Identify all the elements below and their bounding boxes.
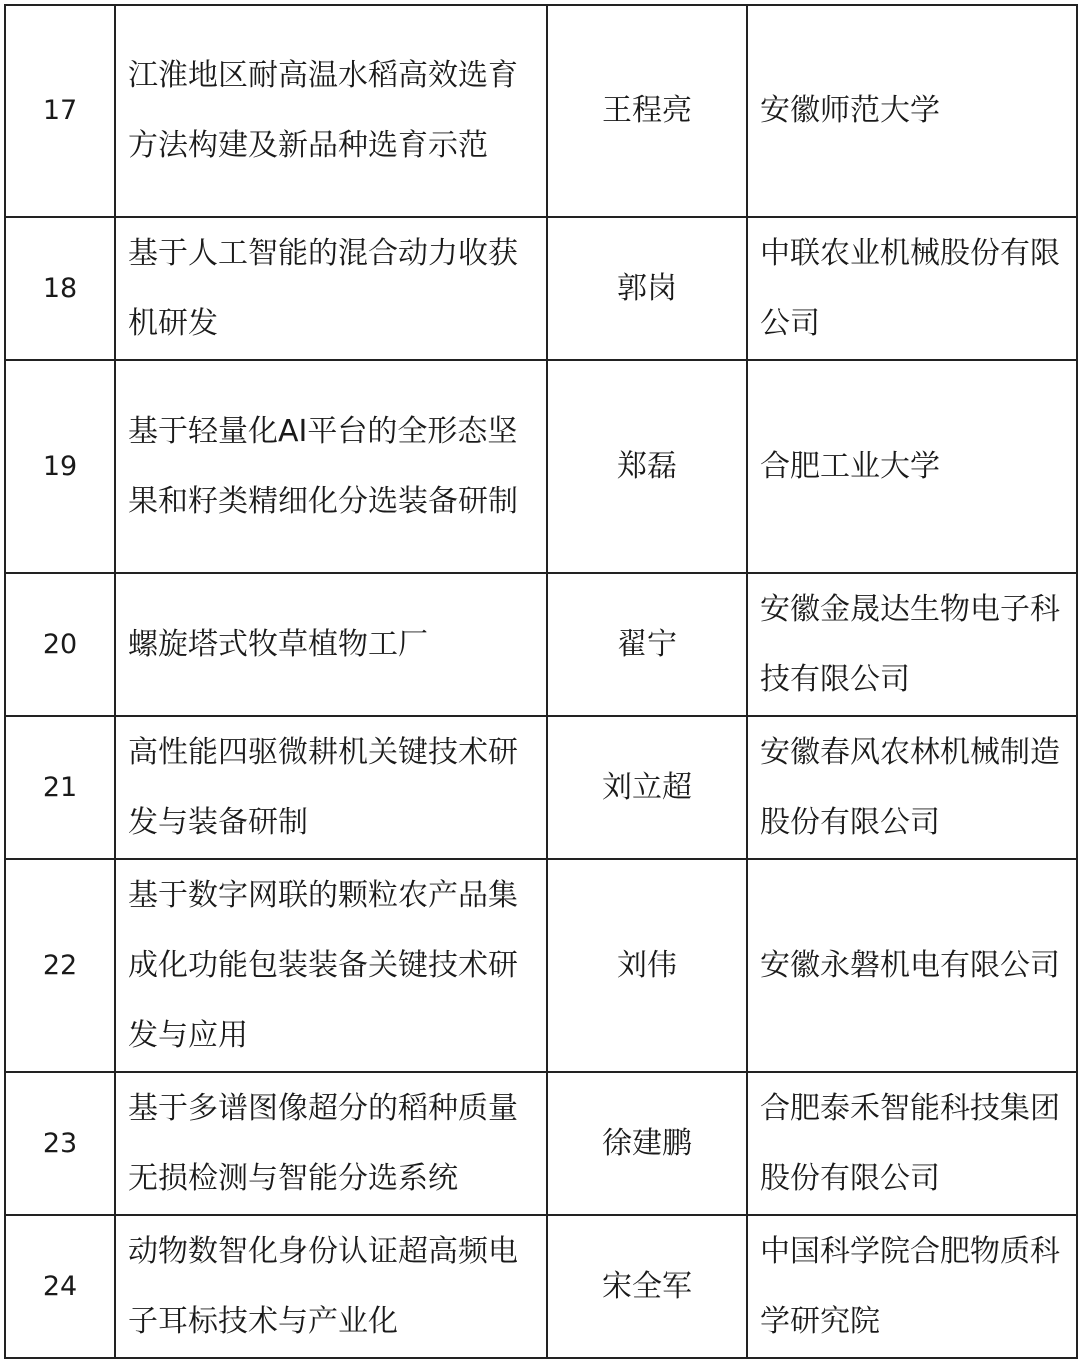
- organization: 安徽金晟达生物电子科技有限公司: [747, 573, 1077, 716]
- row-number: 22: [5, 859, 115, 1072]
- organization: 中国科学院合肥物质科学研究院: [747, 1215, 1077, 1358]
- project-title: 高性能四驱微耕机关键技术研发与装备研制: [115, 716, 547, 859]
- project-title: 螺旋塔式牧草植物工厂: [115, 573, 547, 716]
- project-leader: 郭岗: [547, 217, 747, 360]
- row-number: 19: [5, 360, 115, 573]
- row-number: 20: [5, 573, 115, 716]
- organization: 安徽师范大学: [747, 5, 1077, 217]
- project-title: 江淮地区耐高温水稻高效选育方法构建及新品种选育示范: [115, 5, 547, 217]
- table-row: [5, 716, 1077, 859]
- row-number: 17: [5, 5, 115, 217]
- organization: 安徽春风农林机械制造股份有限公司: [747, 716, 1077, 859]
- project-leader: 刘立超: [547, 716, 747, 859]
- row-number: 21: [5, 716, 115, 859]
- project-title: 基于多谱图像超分的稻种质量无损检测与智能分选系统: [115, 1072, 547, 1215]
- table-row: [5, 1072, 1077, 1215]
- table-row: [5, 1215, 1077, 1358]
- project-leader: 郑磊: [547, 360, 747, 573]
- table-row: [5, 573, 1077, 716]
- organization: 合肥工业大学: [747, 360, 1077, 573]
- project-title: 基于数字网联的颗粒农产品集成化功能包装装备关键技术研发与应用: [115, 859, 547, 1072]
- project-leader: 王程亮: [547, 5, 747, 217]
- project-leader: 刘伟: [547, 859, 747, 1072]
- organization: 中联农业机械股份有限公司: [747, 217, 1077, 360]
- row-number: 24: [5, 1215, 115, 1358]
- project-title: 基于人工智能的混合动力收获机研发: [115, 217, 547, 360]
- project-table-container: [4, 4, 1078, 1359]
- project-title: 动物数智化身份认证超高频电子耳标技术与产业化: [115, 1215, 547, 1358]
- row-number: 18: [5, 217, 115, 360]
- organization: 安徽永磐机电有限公司: [747, 859, 1077, 1072]
- table-row: [5, 5, 1077, 217]
- project-leader: 宋全军: [547, 1215, 747, 1358]
- table-row: [5, 217, 1077, 360]
- project-leader: 翟宁: [547, 573, 747, 716]
- project-title: 基于轻量化AI平台的全形态坚果和籽类精细化分选装备研制: [115, 360, 547, 573]
- project-table: [4, 4, 1078, 1359]
- table-row: [5, 859, 1077, 1072]
- project-leader: 徐建鹏: [547, 1072, 747, 1215]
- organization: 合肥泰禾智能科技集团股份有限公司: [747, 1072, 1077, 1215]
- row-number: 23: [5, 1072, 115, 1215]
- table-row: [5, 360, 1077, 573]
